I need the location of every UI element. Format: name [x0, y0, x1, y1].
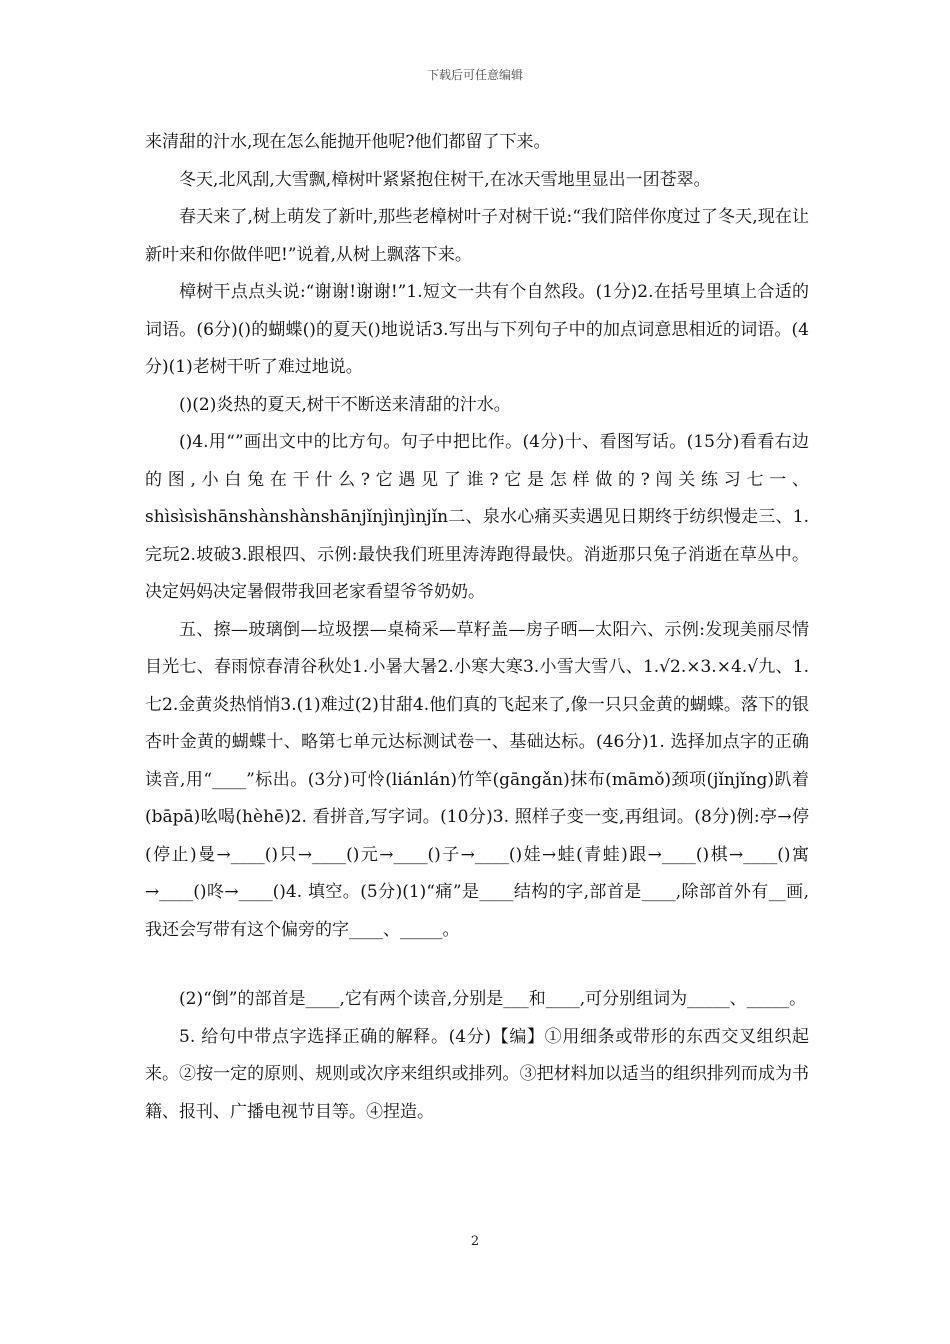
paragraph: (2)“倒”的部首是____,它有两个读音,分别是___和____,可分别组词为_____、_____。 [179, 989, 807, 1009]
paragraph: 冬天,北风刮,大雪飘,樟树叶紧紧抱住树干,在冰天雪地里显出一团苍翠。 [179, 169, 711, 190]
page-number: 2 [470, 1234, 480, 1249]
paragraph: 5. 给句中带点字选择正确的解释。(4分)【编】①用细条或带形的东西交叉组织起来。②按一定的原则、规则或次序来组织或排列。③把材料加以适当的组织排列而成为书籍、报刊、广播电视节目等。④捏造。 [145, 1026, 809, 1122]
paragraph: 春天来了,树上萌发了新叶,那些老樟树叶子对树干说:“我们陪伴你度过了冬天,现在让新叶来和你做伴吧!”说着,从树上飘落下来。 [145, 207, 809, 265]
paragraph: ()(2)炎热的夏天,树干不断送来清甜的汁水。 [179, 394, 511, 415]
paragraph: 来清甜的汁水,现在怎么能抛开他呢?他们都留了下来。 [145, 132, 551, 152]
paragraph: 樟树干点点头说:“谢谢!谢谢!”1.短文一共有个自然段。(1分)2.在括号里填上合适的词语。(6分)()的蝴蝶()的夏天()地说话3.写出与下列句子中的加点词意思相近的词语。(4分)(1)老树干听了难过地说。 [145, 282, 809, 377]
document-body [145, 124, 809, 1131]
page-header: 下载后可任意编辑 [426, 68, 523, 82]
paragraph: ()4.用“”画出文中的比方句。句子中把比作。(4分)十、看图写话。(15分)看看右边的图,小白兔在干什么?它遇见了谁?它是怎样做的?闯关练习七一、shìsìsìshānshànshànshānjǐnjìnjìnjǐn二、泉水心痛买卖遇见日期终于纺织慢走三、1.完玩2.坡破3.跟根四、示例:最快我们班里涛涛跑得最快。消逝那只兔子消逝在草丛中。决定妈妈决定暑假带我回老家看望爷爷奶奶。 [145, 432, 809, 602]
paragraph: 五、擦—玻璃倒—垃圾摆—桌椅采—草籽盖—房子晒—太阳六、示例:发现美丽尽情目光七、春雨惊春清谷秋处1.小暑大暑2.小寒大寒3.小雪大雪八、1.√2.×3.×4.√九、1.七2.金黄炎热悄悄3.(1)难过(2)甘甜4.他们真的飞起来了,像一只只金黄的蝴蝶。落下的银杏叶金黄的蝴蝶十、略第七单元达标测试卷一、基础达标。(46分)1. 选择加点字的正确读音,用“____”标出。(3分)可怜(liánlán)竹竿(gāngǎn)抹布(māmǒ)颈项(jǐnjǐng)趴着(bāpā)吆喝(hèhē)2. 看拼音,写字词。(10分)3. 照样子变一变,再组词。(8分)例:亭→停(停止)曼→____()只→____()元→____()子→____()娃→蛙(青蛙)跟→____()棋→____()寓→____()咚→____()4. 填空。(5分)(1)“痛”是____结构的字,部首是____,除部首外有__画,我还会写带有这个偏旁的字____、_____。 [145, 619, 809, 940]
paragraph-gap [145, 949, 809, 981]
